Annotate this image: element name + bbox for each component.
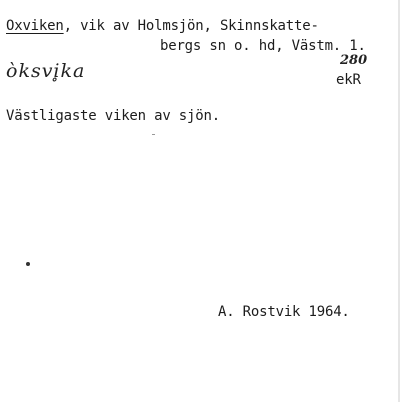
card-header-line <box>6 18 319 34</box>
headword: Oxviken <box>6 18 64 34</box>
handwritten-number: 280 <box>340 53 368 68</box>
ink-dot <box>26 262 30 266</box>
header-description: , vik av Holmsjön, Skinnskatte- <box>63 18 319 34</box>
signature: A. Rostvik 1964. <box>218 304 350 320</box>
description-text: Västligaste viken av sjön. <box>6 108 220 124</box>
faint-mark <box>152 134 155 135</box>
location-line: bergs sn o. hd, Västm. 1. <box>160 38 366 54</box>
category-code: ekR <box>336 72 361 88</box>
phonetic-transcription: òksvi̥ka <box>6 60 86 82</box>
